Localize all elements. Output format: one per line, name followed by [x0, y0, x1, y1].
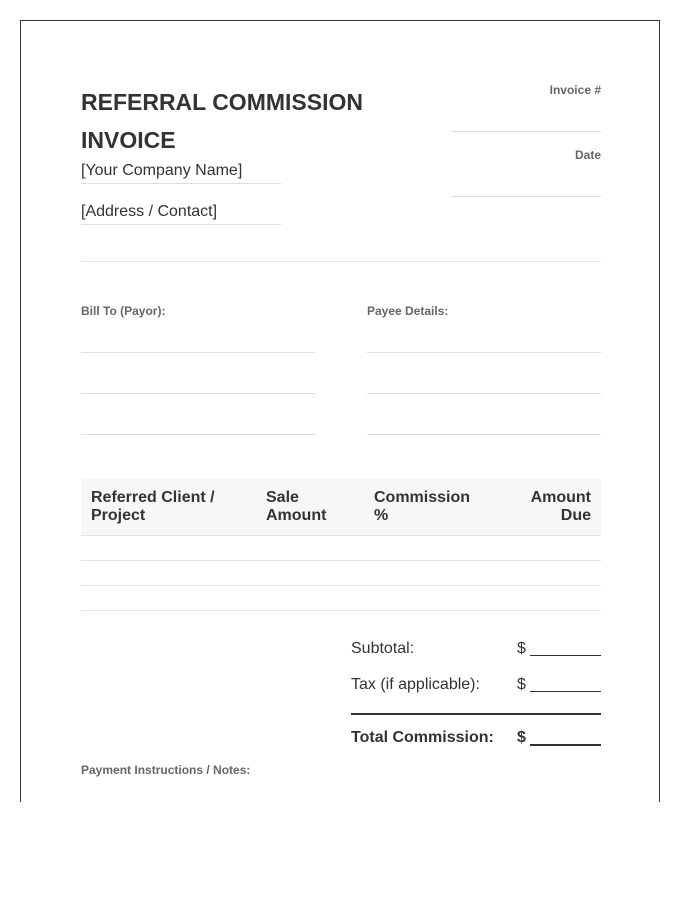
- invoice-title: [81, 83, 421, 159]
- table-row: [81, 561, 601, 586]
- header-sale-amount: [256, 479, 364, 536]
- payee-details-label: Payee Details:: [367, 304, 449, 318]
- subtotal-currency: $: [517, 640, 526, 657]
- table-cell[interactable]: [364, 586, 504, 611]
- subtotal-field[interactable]: [530, 655, 601, 656]
- table-cell[interactable]: [256, 586, 364, 611]
- header-amount-due: [504, 479, 601, 536]
- table-cell[interactable]: [364, 561, 504, 586]
- bill-to-label: Bill To (Payor):: [81, 304, 166, 318]
- invoice-page: [20, 20, 660, 802]
- table-cell[interactable]: [81, 561, 256, 586]
- table-cell[interactable]: [364, 536, 504, 561]
- table-cell[interactable]: [504, 586, 601, 611]
- header-amount-due-line1: Amount: [530, 489, 591, 506]
- tax-field[interactable]: [530, 691, 601, 692]
- header-commission-percent: [364, 479, 504, 536]
- invoice-number-label: Invoice #: [549, 83, 601, 97]
- total-divider: [351, 713, 601, 715]
- header-divider: [81, 261, 601, 262]
- subtotal-label: Subtotal:: [351, 640, 415, 657]
- payment-notes-label: Payment Instructions / Notes:: [81, 763, 251, 777]
- tax-label: Tax (if applicable):: [351, 676, 480, 693]
- total-currency: $: [517, 729, 526, 746]
- bill-to-line-2[interactable]: [81, 392, 315, 394]
- bill-to-line-3[interactable]: [81, 433, 315, 435]
- address-contact-field[interactable]: [Address / Contact]: [81, 202, 281, 225]
- header-amount-due-line2: Due: [560, 507, 591, 524]
- header-commission-line2: %: [374, 507, 389, 524]
- title-line-2: INVOICE: [81, 127, 176, 153]
- header-referred-client-line2: Project: [91, 507, 146, 524]
- table-cell[interactable]: [256, 561, 364, 586]
- bill-to-line-1[interactable]: [81, 351, 315, 353]
- table-cell[interactable]: [504, 561, 601, 586]
- invoice-number-field[interactable]: [451, 130, 601, 132]
- header-sale-amount-line2: Amount: [266, 507, 327, 524]
- payee-line-3[interactable]: [367, 433, 601, 435]
- total-commission-field[interactable]: [530, 744, 601, 746]
- commission-table: [81, 479, 601, 611]
- table-cell[interactable]: [81, 536, 256, 561]
- total-commission-label: Total Commission:: [351, 729, 494, 746]
- table-cell[interactable]: [256, 536, 364, 561]
- date-field[interactable]: [451, 195, 601, 197]
- header-sale-amount-line1: Sale: [266, 489, 299, 506]
- header-commission-line1: Commission: [374, 489, 471, 506]
- table-header-row: [81, 479, 601, 536]
- date-label: Date: [574, 148, 601, 162]
- table-cell[interactable]: [81, 586, 256, 611]
- tax-currency: $: [517, 676, 526, 693]
- header-referred-client: [81, 479, 256, 536]
- title-line-1: REFERRAL COMMISSION: [81, 89, 363, 115]
- payee-line-2[interactable]: [367, 392, 601, 394]
- table-row: [81, 586, 601, 611]
- header-referred-client-line1: Referred Client /: [91, 489, 215, 506]
- table-row: [81, 536, 601, 561]
- payee-line-1[interactable]: [367, 351, 601, 353]
- company-name-field[interactable]: [Your Company Name]: [81, 161, 281, 184]
- table-cell[interactable]: [504, 536, 601, 561]
